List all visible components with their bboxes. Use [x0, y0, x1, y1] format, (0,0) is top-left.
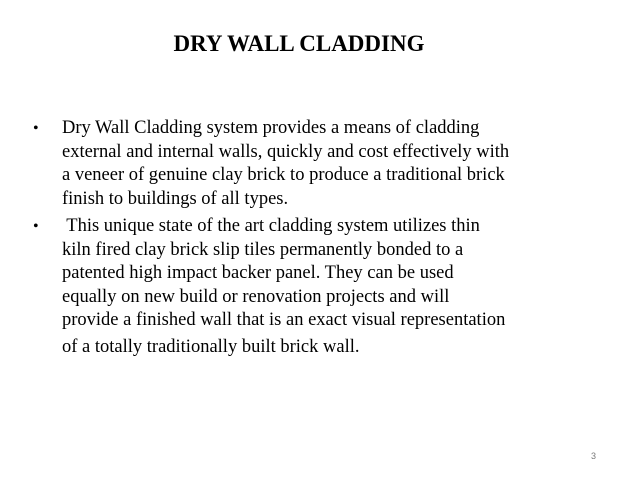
bullet-marker: • — [33, 218, 39, 235]
bullet-2-line-2: kiln fired clay brick slip tiles permanently bonded to a — [62, 239, 464, 260]
bullet-1-line-1: Dry Wall Cladding system provides a means of cladding — [62, 118, 480, 138]
bullet-2-line-5: provide a finished wall that is an exact visual representation — [62, 310, 506, 330]
bullet-2-line-4: equally on new build or renovation projects and will — [62, 286, 450, 307]
bullet-marker: • — [33, 120, 39, 137]
slide-title: DRY WALL CLADDING — [173, 31, 425, 56]
bullet-item-1 — [33, 117, 613, 211]
bullet-1-line-3: a veneer of genuine clay brick to produce a traditional brick — [62, 165, 505, 185]
bullet-item-2 — [33, 215, 613, 359]
bullet-1-line-4: finish to buildings of all types. — [62, 188, 289, 209]
bullet-list — [33, 117, 613, 363]
page-number: 3 — [591, 451, 597, 461]
bullet-2-line-6: of a totally traditionally built brick wall. — [62, 336, 360, 357]
bullet-2-line-3: patented high impact backer panel. They can be used — [62, 263, 454, 283]
bullet-1-line-2: external and internal walls, quickly and cost effectively with — [62, 141, 510, 162]
bullet-2-line-1: This unique state of the art cladding system utilizes thin — [62, 216, 480, 236]
